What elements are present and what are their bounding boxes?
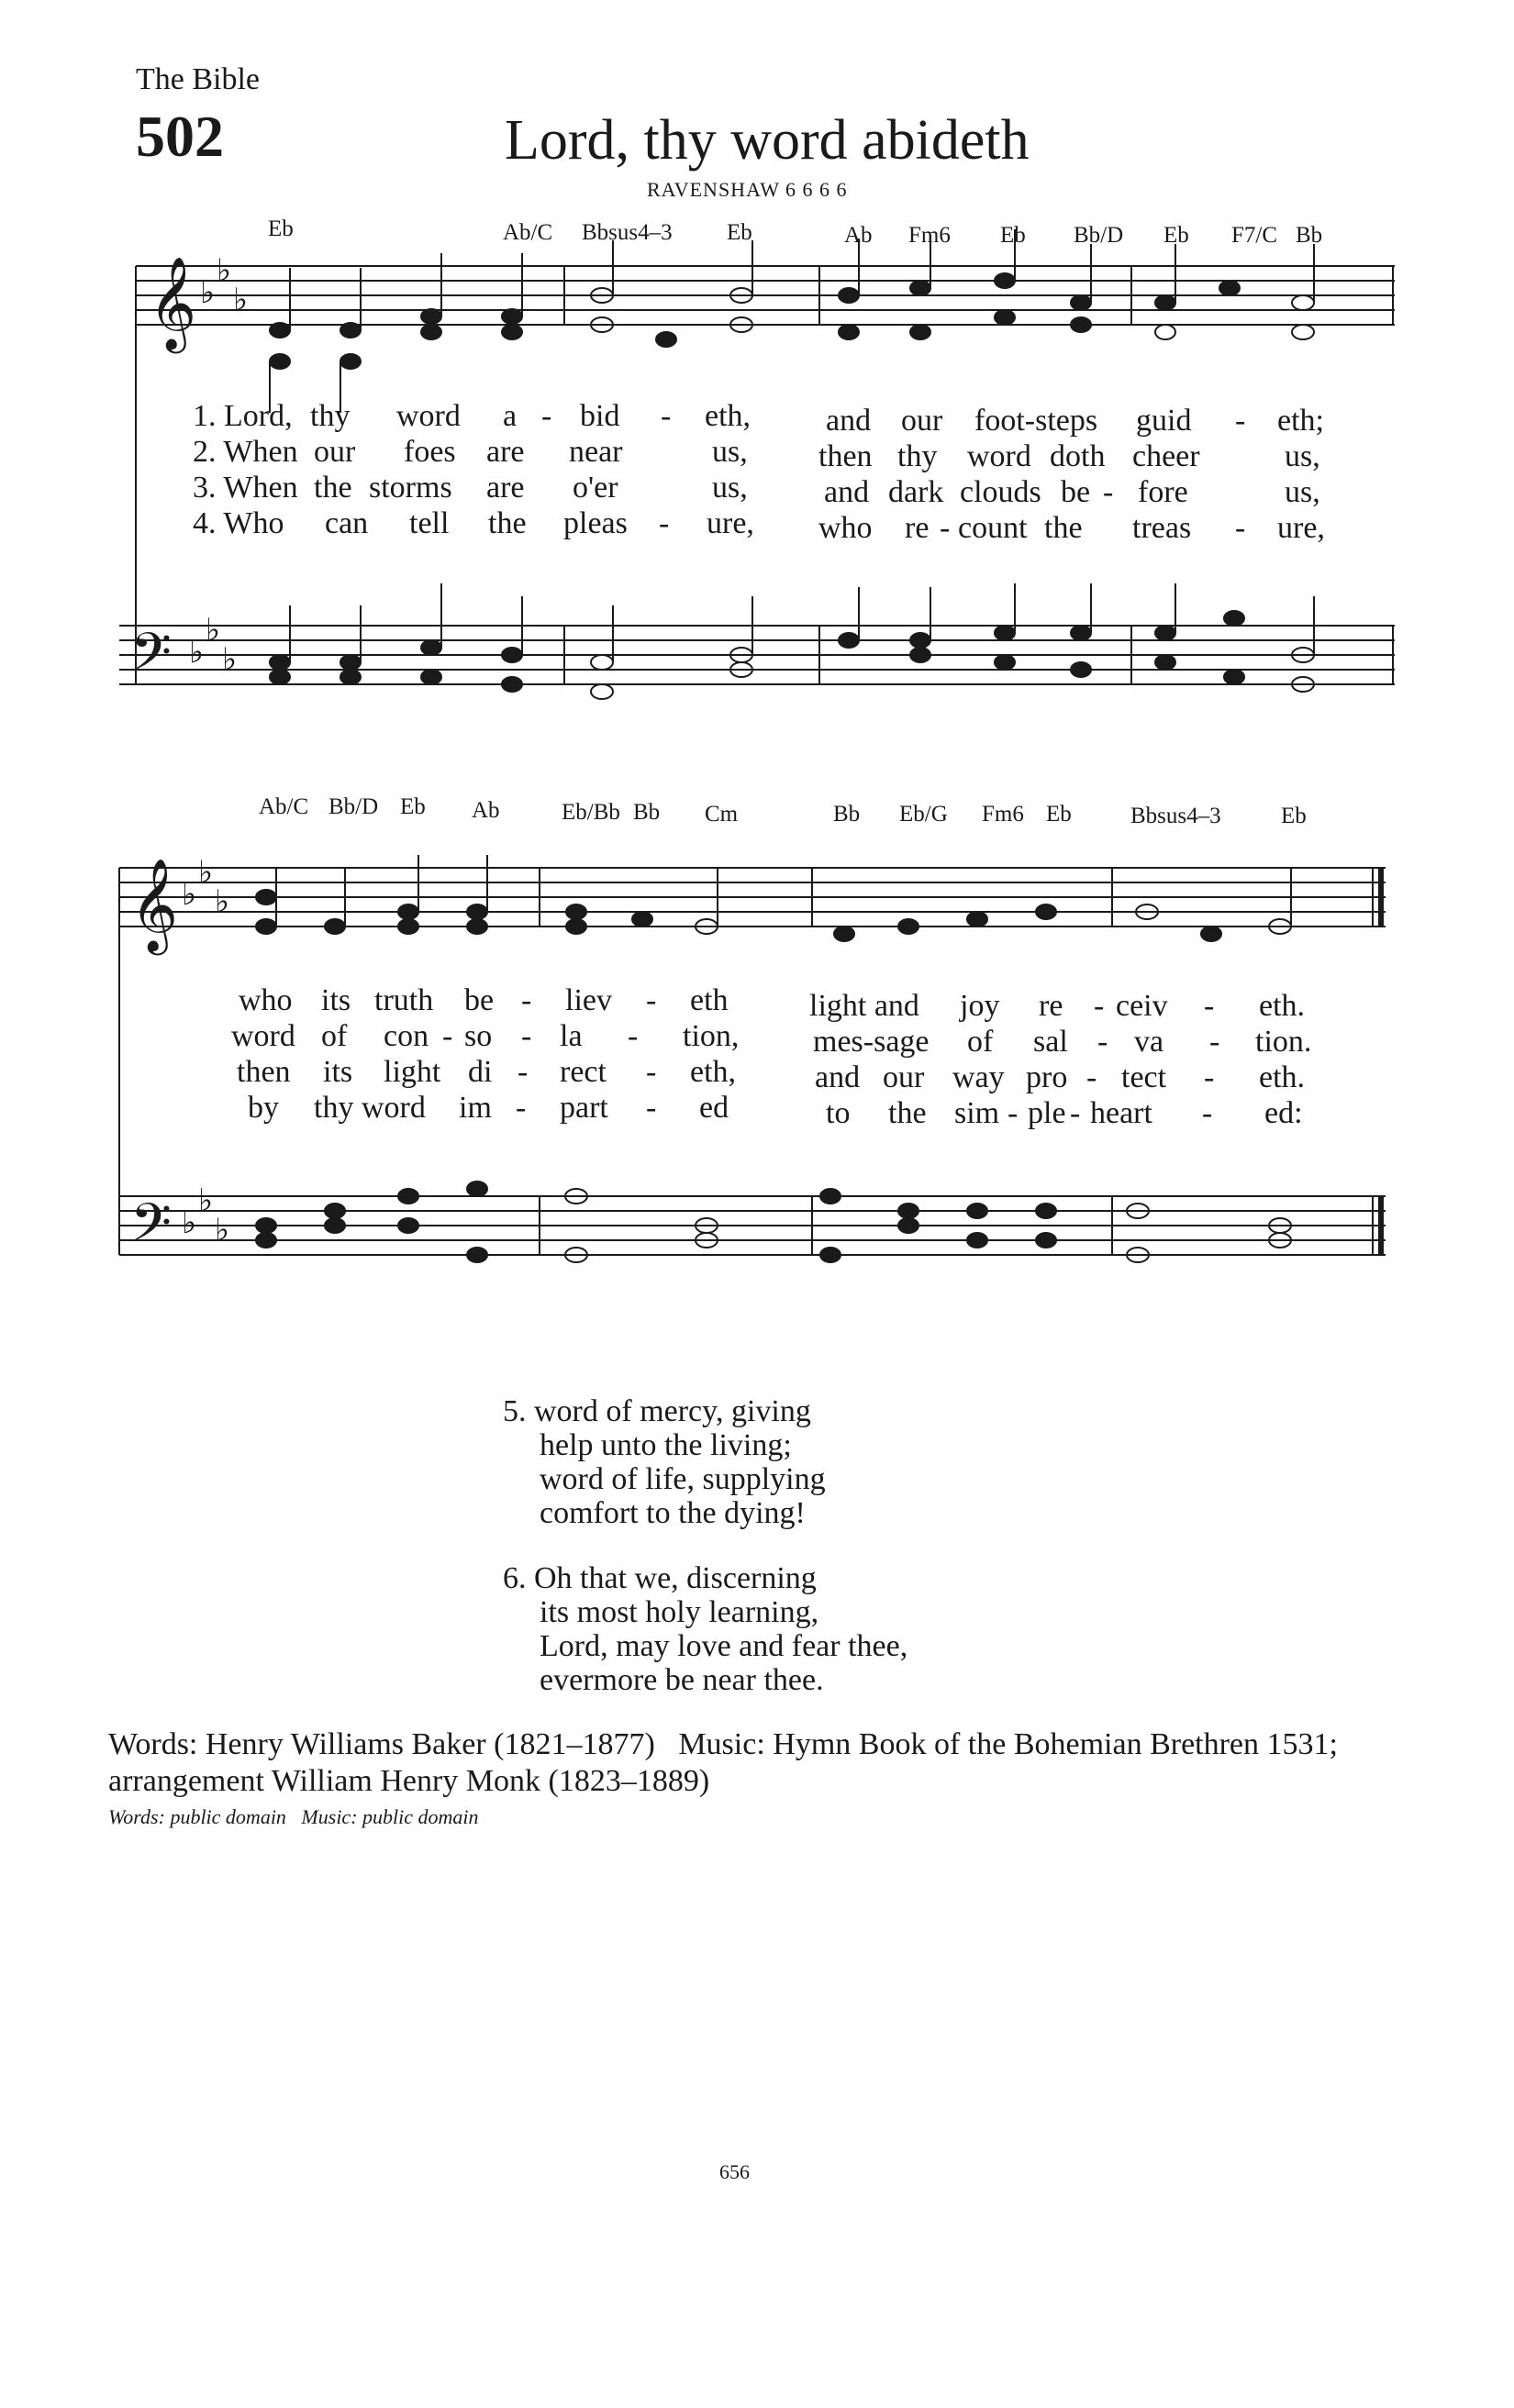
system2-bass-staff [119, 1196, 1386, 1255]
chord-symbol: Bb [633, 800, 661, 825]
lyric-syllable: - [661, 399, 672, 433]
chord-symbol: Eb [1046, 802, 1072, 827]
chord-symbol: Ab/C [259, 794, 309, 819]
lyric-syllable: us, [1285, 439, 1320, 473]
lyric-syllable: liev [565, 983, 612, 1017]
chord-symbol: Eb/G [899, 802, 948, 827]
lyric-syllable: us, [1285, 475, 1320, 509]
lyric-syllable: to [826, 1096, 851, 1130]
chord-symbol: Cm [705, 802, 739, 827]
lyric-syllable: tion, [683, 1019, 740, 1053]
lyric-syllable: ure, [707, 506, 754, 540]
lyric-syllable: eth [690, 983, 729, 1017]
svg-text:♭: ♭ [233, 282, 249, 318]
lyric-syllable: guid [1136, 404, 1192, 438]
chord-symbol: Fm6 [982, 802, 1024, 827]
verse-line: comfort to the dying! [540, 1496, 806, 1530]
lyric-syllable: who [239, 983, 293, 1017]
lyric-syllable: its [321, 983, 351, 1017]
lyric-syllable: light and [809, 989, 919, 1023]
lyric-syllable: and [826, 404, 872, 438]
lyric-syllable: - [646, 1091, 657, 1125]
verse-line: Oh that we, discerning [534, 1561, 817, 1595]
lyric-syllable: foot-steps [974, 404, 1098, 438]
lyric-syllable: the [888, 1096, 927, 1130]
lyric-syllable: - [940, 511, 951, 545]
chord-symbol: Bbsus4–3 [582, 220, 673, 245]
system1-treble-staff [136, 266, 1395, 325]
lyric-syllable: part [560, 1091, 608, 1125]
lyric-syllable: - [1209, 1025, 1220, 1059]
svg-text:♭: ♭ [215, 883, 230, 920]
lyric-syllable: can [325, 506, 369, 540]
bass-clef-icon: 𝄢 [130, 1192, 173, 1267]
chord-symbol: Fm6 [908, 223, 951, 248]
system1-bass-staff [119, 626, 1395, 684]
lyric-syllable: mes-sage [813, 1025, 930, 1059]
verse-6 [503, 1561, 907, 1697]
lyric-syllable: truth [374, 983, 434, 1017]
svg-text:♭: ♭ [189, 634, 205, 671]
lyric-syllable: - [1097, 1025, 1108, 1059]
hymn-number: 502 [136, 104, 224, 169]
lyric-syllable: storms [369, 471, 452, 505]
lyric-syllable: who [818, 511, 873, 545]
lyric-syllable: 3. When [193, 471, 298, 505]
lyric-syllable: - [521, 983, 532, 1017]
verse-line: its most holy learning, [540, 1595, 819, 1629]
lyric-syllable: rect [560, 1055, 607, 1089]
lyric-syllable: - [1070, 1096, 1081, 1130]
hymn-title: Lord, thy word abideth [505, 109, 1030, 172]
lyric-syllable: eth. [1259, 1060, 1306, 1094]
lyric-syllable: - [521, 1019, 532, 1053]
verse-5 [503, 1394, 826, 1530]
lyric-syllable: - [659, 506, 670, 540]
chord-symbol: Eb [1163, 223, 1189, 248]
lyric-syllable: doth [1050, 439, 1106, 473]
chord-symbol: Eb [1000, 223, 1026, 248]
system2-treble-staff [119, 868, 1386, 927]
lyric-syllable: - [646, 983, 657, 1017]
lyric-syllable: sal [1033, 1025, 1068, 1059]
lyric-syllable: con [384, 1019, 429, 1053]
lyric-syllable: us, [712, 435, 748, 469]
chord-symbol: Bb/D [1074, 223, 1124, 248]
lyric-syllable: eth. [1259, 989, 1306, 1023]
lyric-syllable: - [628, 1019, 639, 1053]
lyric-syllable: light [384, 1055, 441, 1089]
credits-line: Words: Henry Williams Baker (1821–1877) Music: Hymn Book of the Bohemian Brethren 1531; [108, 1727, 1338, 1761]
chord-symbol: Eb [268, 216, 294, 241]
chord-symbol: Ab [472, 798, 500, 823]
lyric-syllable: and [815, 1060, 861, 1094]
credits [108, 1726, 1338, 1800]
lyric-syllable: joy [960, 989, 1000, 1023]
chord-symbol: Eb [1281, 804, 1307, 828]
lyric-syllable: the [1044, 511, 1083, 545]
lyric-syllable: va [1134, 1025, 1164, 1059]
chord-symbol: Bbsus4–3 [1130, 804, 1221, 828]
lyric-syllable: eth, [705, 399, 751, 433]
lyric-syllable: di [468, 1055, 493, 1089]
lyric-syllable: o'er [573, 471, 618, 505]
bass-clef-icon: 𝄢 [130, 621, 173, 696]
lyric-syllable: ure, [1277, 511, 1325, 545]
lyric-syllable: are [486, 471, 525, 505]
lyric-syllable: - [1007, 1096, 1019, 1130]
lyric-syllable: and [824, 475, 870, 509]
lyric-syllable: clouds [960, 475, 1041, 509]
lyric-syllable: - [516, 1091, 527, 1125]
svg-text:♭: ♭ [217, 252, 232, 289]
lyric-syllable: the [488, 506, 527, 540]
lyric-syllable: so [464, 1019, 493, 1053]
lyric-syllable: re [1039, 989, 1063, 1023]
lyric-syllable: foes [404, 435, 456, 469]
chord-symbol: Eb [400, 794, 426, 819]
svg-text:♭: ♭ [182, 876, 197, 913]
lyric-syllable: - [1086, 1060, 1097, 1094]
lyric-syllable: word [967, 439, 1031, 473]
lyric-syllable: then [818, 439, 873, 473]
lyric-syllable: - [518, 1055, 529, 1089]
lyric-syllable: way [952, 1060, 1005, 1094]
lyric-syllable: treas [1132, 511, 1192, 545]
lyric-syllable: of [967, 1025, 994, 1059]
lyric-syllable: then [237, 1055, 291, 1089]
verse-line: help unto the living; [540, 1428, 792, 1462]
verse-line: word of mercy, giving [534, 1394, 811, 1428]
svg-text:♭: ♭ [198, 1182, 214, 1219]
lyric-syllable: tion. [1255, 1025, 1312, 1059]
lyric-syllable: heart [1090, 1096, 1152, 1130]
lyric-syllable: of [321, 1019, 348, 1053]
lyric-syllable: be [464, 983, 495, 1017]
chord-symbol: Bb [833, 802, 861, 827]
lyric-syllable: - [1235, 404, 1246, 438]
lyric-syllable: - [646, 1055, 657, 1089]
lyric-syllable: - [1202, 1096, 1213, 1130]
system2-bass-notes [256, 1182, 1291, 1262]
lyric-syllable: - [1235, 511, 1246, 545]
lyric-syllable: ed: [1264, 1096, 1303, 1130]
lyric-syllable: our [901, 404, 943, 438]
lyric-syllable: thy word [314, 1091, 426, 1125]
lyric-syllable: eth, [690, 1055, 737, 1089]
verse-number: 6. [503, 1561, 527, 1595]
lyric-syllable: pro [1026, 1060, 1068, 1094]
lyric-syllable: - [1204, 1060, 1215, 1094]
lyric-syllable: 1. Lord, [193, 399, 293, 433]
svg-text:♭: ♭ [200, 274, 216, 311]
chord-symbol: Bb/D [328, 794, 379, 819]
lyric-syllable: bid [580, 399, 620, 433]
treble-clef-icon: 𝄞 [130, 857, 179, 951]
verse-line: word of life, supplying [540, 1462, 826, 1496]
chord-symbol: Eb [727, 220, 752, 245]
svg-text:♭: ♭ [222, 641, 238, 678]
verse-line: Lord, may love and fear thee, [540, 1629, 908, 1663]
lyric-syllable: our [314, 435, 356, 469]
lyric-syllable: - [1204, 989, 1215, 1023]
chord-symbol: F7/C [1231, 223, 1278, 248]
verse-number: 5. [503, 1394, 527, 1428]
lyric-syllable: pleas [563, 506, 628, 540]
lyric-syllable: the [314, 471, 352, 505]
chord-symbol: Bb [1296, 223, 1323, 248]
lyric-syllable: ple [1028, 1096, 1066, 1130]
lyric-syllable: word [396, 399, 461, 433]
lyric-syllable: by [248, 1091, 279, 1125]
system1-notes [270, 229, 1314, 413]
lyric-syllable: cheer [1132, 439, 1200, 473]
lyric-syllable: our [883, 1060, 925, 1094]
lyric-syllable: be [1061, 475, 1091, 509]
lyric-syllable: are [486, 435, 525, 469]
lyric-syllable: fore [1138, 475, 1188, 509]
lyric-syllable: word [231, 1019, 295, 1053]
lyric-syllable: ed [699, 1091, 729, 1125]
lyric-syllable: us, [712, 471, 748, 505]
lyric-syllable: a [503, 399, 518, 433]
lyric-syllable: ceiv [1116, 989, 1168, 1023]
tune-name: RAVENSHAW 6 6 6 6 [647, 178, 848, 201]
lyric-syllable: thy [897, 439, 938, 473]
verse-line: evermore be near thee. [540, 1663, 824, 1697]
lyric-syllable: - [541, 399, 552, 433]
treble-clef-icon: 𝄞 [149, 255, 197, 350]
page-number: 656 [719, 2160, 750, 2183]
lyric-syllable: la [560, 1019, 583, 1053]
lyric-syllable: re [905, 511, 930, 545]
lyric-syllable: count [958, 511, 1028, 545]
svg-text:♭: ♭ [182, 1204, 197, 1241]
chord-symbol: Ab/C [503, 220, 553, 245]
lyric-syllable: dark [888, 475, 944, 509]
chord-symbol: Ab [844, 223, 873, 248]
credits-line: arrangement William Henry Monk (1823–1889) [108, 1764, 710, 1798]
chord-symbol: Eb/Bb [562, 800, 620, 825]
lyric-syllable: tell [409, 506, 450, 540]
lyric-syllable: tect [1121, 1060, 1167, 1094]
svg-text:♭: ♭ [206, 612, 221, 649]
lyric-syllable: - [1103, 475, 1114, 509]
lyric-syllable: im [459, 1091, 492, 1125]
svg-text:♭: ♭ [215, 1212, 230, 1248]
lyric-syllable: thy [310, 399, 351, 433]
svg-text:♭: ♭ [198, 854, 214, 891]
lyric-syllable: its [323, 1055, 353, 1089]
lyric-syllable: near [569, 435, 623, 469]
lyric-syllable: - [442, 1019, 453, 1053]
lyric-syllable: 2. When [193, 435, 298, 469]
lyric-syllable: - [1094, 989, 1105, 1023]
copyright-notice: Words: public domain Music: public domain [108, 1805, 479, 1828]
lyric-syllable: eth; [1277, 404, 1324, 438]
section-heading: The Bible [136, 62, 261, 96]
lyric-syllable: sim [954, 1096, 1000, 1130]
lyric-syllable: 4. Who [193, 506, 284, 540]
